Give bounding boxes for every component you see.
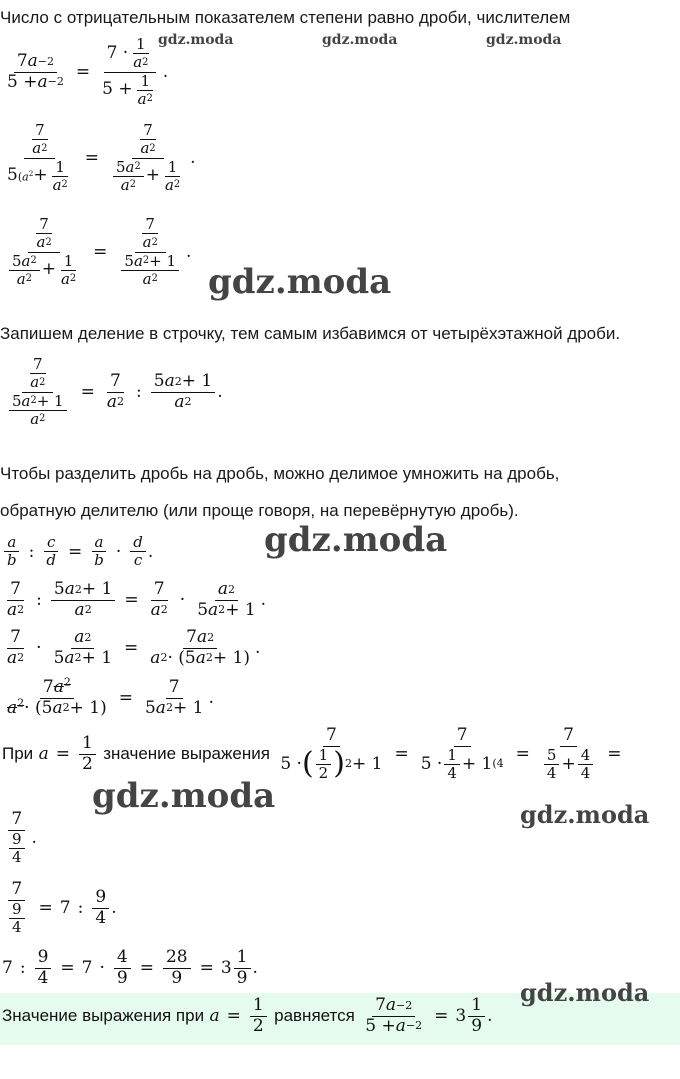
equation-2: 7 a 2 5 ($a^2$ + 1 a 2 = 7 a 2 5 a 2 a 2 + 1 a 2 . (7, 121, 196, 194)
watermark: gdz.moda (208, 262, 392, 302)
equation-9: При a = $\frac{1}{2}$ значение выражения 7 5 · ( 1 2 ) 2 + 1 = 7 5 · 1 4 + 1 (4 = 7 5 4 + 4 4 = (2, 725, 622, 782)
equation-5: a b : $\frac{c}{d}$ = $\frac{a}{b}$ · d c . (2, 534, 153, 570)
inline-text: Запишем деление в строчку, тем самым избавимся от четырёхэтажной дроби. (0, 324, 621, 343)
equation-11: 7 9 4 = 7 : 9 4 . (2, 880, 117, 936)
value-of-text: значение выражения (103, 744, 270, 764)
watermark: gdz.moda (92, 776, 276, 816)
at-prefix: При (2, 744, 34, 764)
equation-10: 7 9 4 . (2, 810, 37, 866)
watermark: gdz.moda (520, 978, 650, 1007)
equation-4: 7 a 2 5 a 2 + 1 a 2 = 7 a 2 : 5 a 2 + 1 a 2 . (2, 356, 223, 428)
watermark: gdz.moda (486, 32, 562, 48)
equation-6: 7 a 2 : 5 a 2 + 1 a 2 = 7 a 2 · a 2 5 a 2 + 1 . (7, 579, 267, 620)
watermark: gdz.moda (520, 800, 650, 829)
equation-12: 7 : $\frac{9}{4}$ = 7 · $\frac{4}{9}$ = $\frac{28}{9}$ = 3 $\frac{1}{9}$ . (2, 947, 258, 988)
intro-text: Число с отрицательным показателем степени равно дроби, числителем (0, 8, 571, 27)
equation-7: 7 a 2 · a 2 5 a 2 + 1 = 7 a 2 a 2 · (5 a 2 + 1) . (7, 627, 261, 668)
watermark: gdz.moda (264, 520, 448, 560)
rule-text-2: обратную делителю (или проще говоря, на перевёрнутую дробь). (0, 501, 519, 520)
final-prefix: Значение выражения при (2, 1006, 205, 1026)
equation-8: 7 $a^2$ $a^2$ · (5 a 2 + 1) = 7 5 a 2 + 1 . (7, 675, 214, 718)
watermark: gdz.moda (322, 32, 398, 48)
equation-1: 7 a −2 5 + a −2 = 7 · 1 a 2 5 + 1 a 2 . (7, 35, 169, 108)
final-mid: равняется (274, 1006, 355, 1026)
rule-text-1: Чтобы разделить дробь на дробь, можно делимое умножить на дробь, (0, 464, 560, 483)
final-answer: Значение выражения при a = $\frac{1}{2}$ равняется 7 a −2 5 + a −2 = 3 $\frac{1}{9}$ . (2, 995, 493, 1036)
equation-3: 7 a 2 5 a 2 a 2 + 1 a 2 = 7 a 2 5 a 2 + 1 a 2 . (2, 216, 191, 288)
watermark: gdz.moda (158, 32, 234, 48)
